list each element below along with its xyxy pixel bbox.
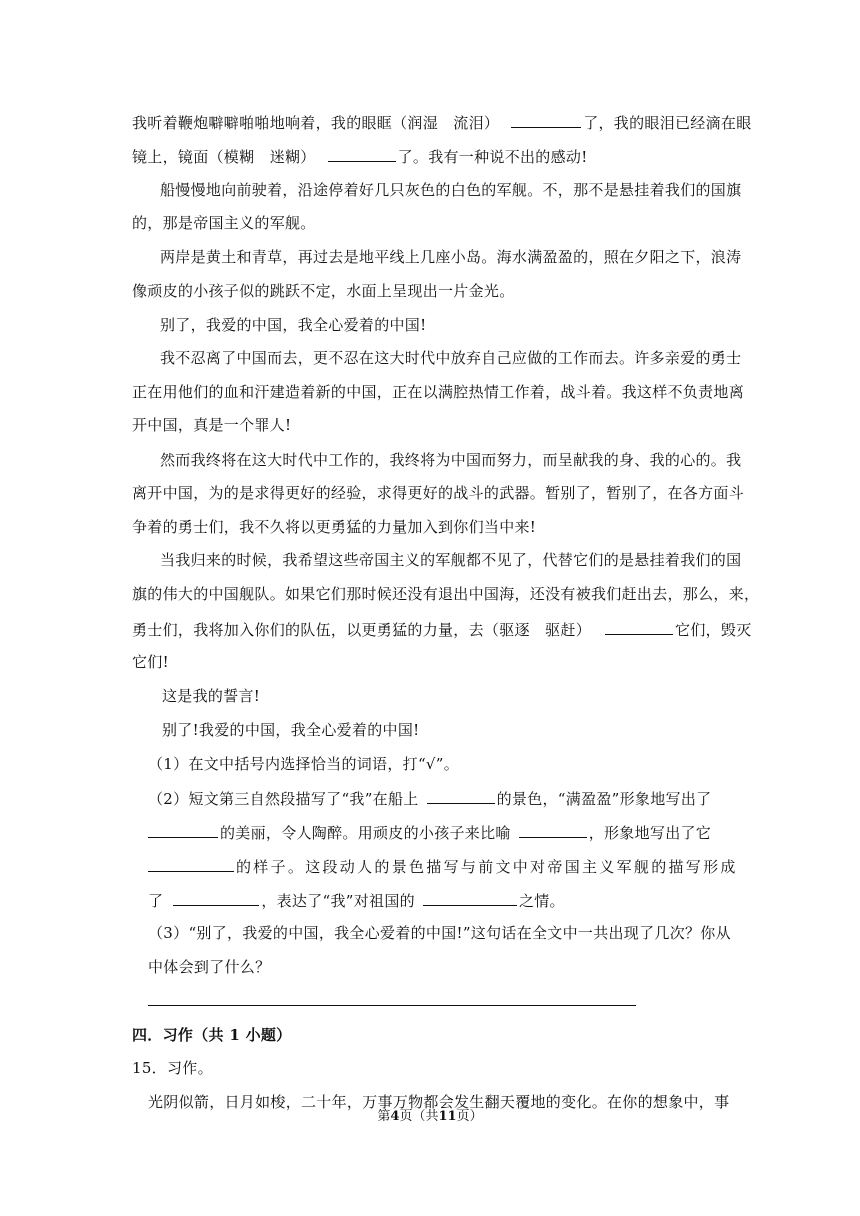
- text-line: 镜上，镜面（模糊 迷糊） 了。我有一种说不出的感动!: [132, 145, 588, 167]
- text-line: 这是我的誓言!: [162, 687, 261, 705]
- answer-line[interactable]: [148, 1005, 636, 1006]
- fill-blank[interactable]: [148, 855, 234, 872]
- question-3: （3）“别了，我爱的中国，我全心爱着的中国!”这句话在全文中一共出现了几次？你从: [148, 924, 731, 942]
- fill-blank[interactable]: [605, 618, 673, 635]
- text-line: 别了!我爱的中国，我全心爱着的中国!: [162, 721, 420, 739]
- text-line: 的，那是帝国主义的军舰。: [132, 214, 316, 232]
- fill-blank[interactable]: [519, 821, 587, 838]
- text-line: 然而我终将在这大时代中工作的，我终将为中国而努力，而呈献我的身、我的心的。我: [160, 451, 742, 469]
- text-line: 的样子。这段动人的景色描写与前文中对帝国主义军舰的描写形成: [148, 855, 738, 877]
- question-15: 15．习作。: [132, 1059, 213, 1077]
- page-number: 4: [390, 1109, 400, 1124]
- fill-blank[interactable]: [328, 145, 396, 162]
- fill-blank[interactable]: [427, 787, 495, 804]
- text-line: 船慢慢地向前驶着，沿途停着好几只灰色的白色的军舰。不，那不是悬挂着我们的国旗: [160, 181, 742, 199]
- section-title: 四．习作（共 1 小题）: [132, 1026, 292, 1044]
- fill-blank[interactable]: [173, 889, 259, 906]
- fill-blank[interactable]: [423, 889, 517, 906]
- text-line: 勇士们，我将加入你们的队伍，以更勇猛的力量，去（驱逐 驱赶） 它们，毁灭: [132, 618, 752, 640]
- text-line: 的美丽，令人陶醉。用顽皮的小孩子来比喻 ，形象地写出了它: [148, 821, 711, 843]
- essay-prompt: 光阴似箭，日月如梭，二十年，万事万物都会发生翻天覆地的变化。在你的想象中，事: [148, 1093, 730, 1111]
- page-footer: 第4页（共11页）: [377, 1109, 483, 1124]
- text-line: 争着的勇士们，我不久将以更勇猛的力量加入到你们当中来!: [132, 518, 537, 536]
- text-line: 别了，我爱的中国，我全心爱着的中国!: [160, 316, 427, 334]
- text-line: 它们!: [132, 653, 169, 671]
- page-total: 11: [438, 1109, 457, 1124]
- text-line: 像顽皮的小孩子似的跳跃不定，水面上呈现出一片金光。: [132, 282, 515, 300]
- text-line: 我听着鞭炮噼噼啪啪地响着，我的眼眶（润湿 流泪） 了，我的眼泪已经滴在眼: [132, 111, 729, 133]
- text-line: 了 ，表达了“我”对祖国的 之情。: [148, 889, 565, 911]
- question-2: （2）短文第三自然段描写了“我”在船上 的景色，“满盈盈”形象地写出了: [148, 787, 711, 809]
- text-line: 我不忍离了中国而去，更不忍在这大时代中放弃自己应做的工作而去。许多亲爱的勇士: [160, 349, 742, 367]
- text-line: 当我归来的时候，我希望这些帝国主义的军舰都不见了，代替它们的是悬挂着我们的国: [160, 551, 742, 569]
- fill-blank[interactable]: [148, 821, 218, 838]
- text-line: 中体会到了什么？: [148, 958, 271, 976]
- text-line: 正在用他们的血和汗建造着新的中国，正在以满腔热情工作着，战斗着。我这样不负责地离: [132, 383, 745, 401]
- text-line: 开中国，真是一个罪人!: [132, 416, 292, 434]
- question-1: （1）在文中括号内选择恰当的词语，打“√”。: [148, 755, 460, 773]
- fill-blank[interactable]: [511, 111, 581, 128]
- text-line: 离开中国，为的是求得更好的经验，求得更好的战斗的武器。暂别了，暂别了，在各方面斗: [132, 484, 745, 502]
- text-line: 两岸是黄土和青草，再过去是地平线上几座小岛。海水满盈盈的，照在夕阳之下，浪涛: [160, 248, 742, 266]
- text-line: 旗的伟大的中国舰队。如果它们那时候还没有退出中国海，还没有被我们赶出去，那么，来，: [132, 585, 760, 603]
